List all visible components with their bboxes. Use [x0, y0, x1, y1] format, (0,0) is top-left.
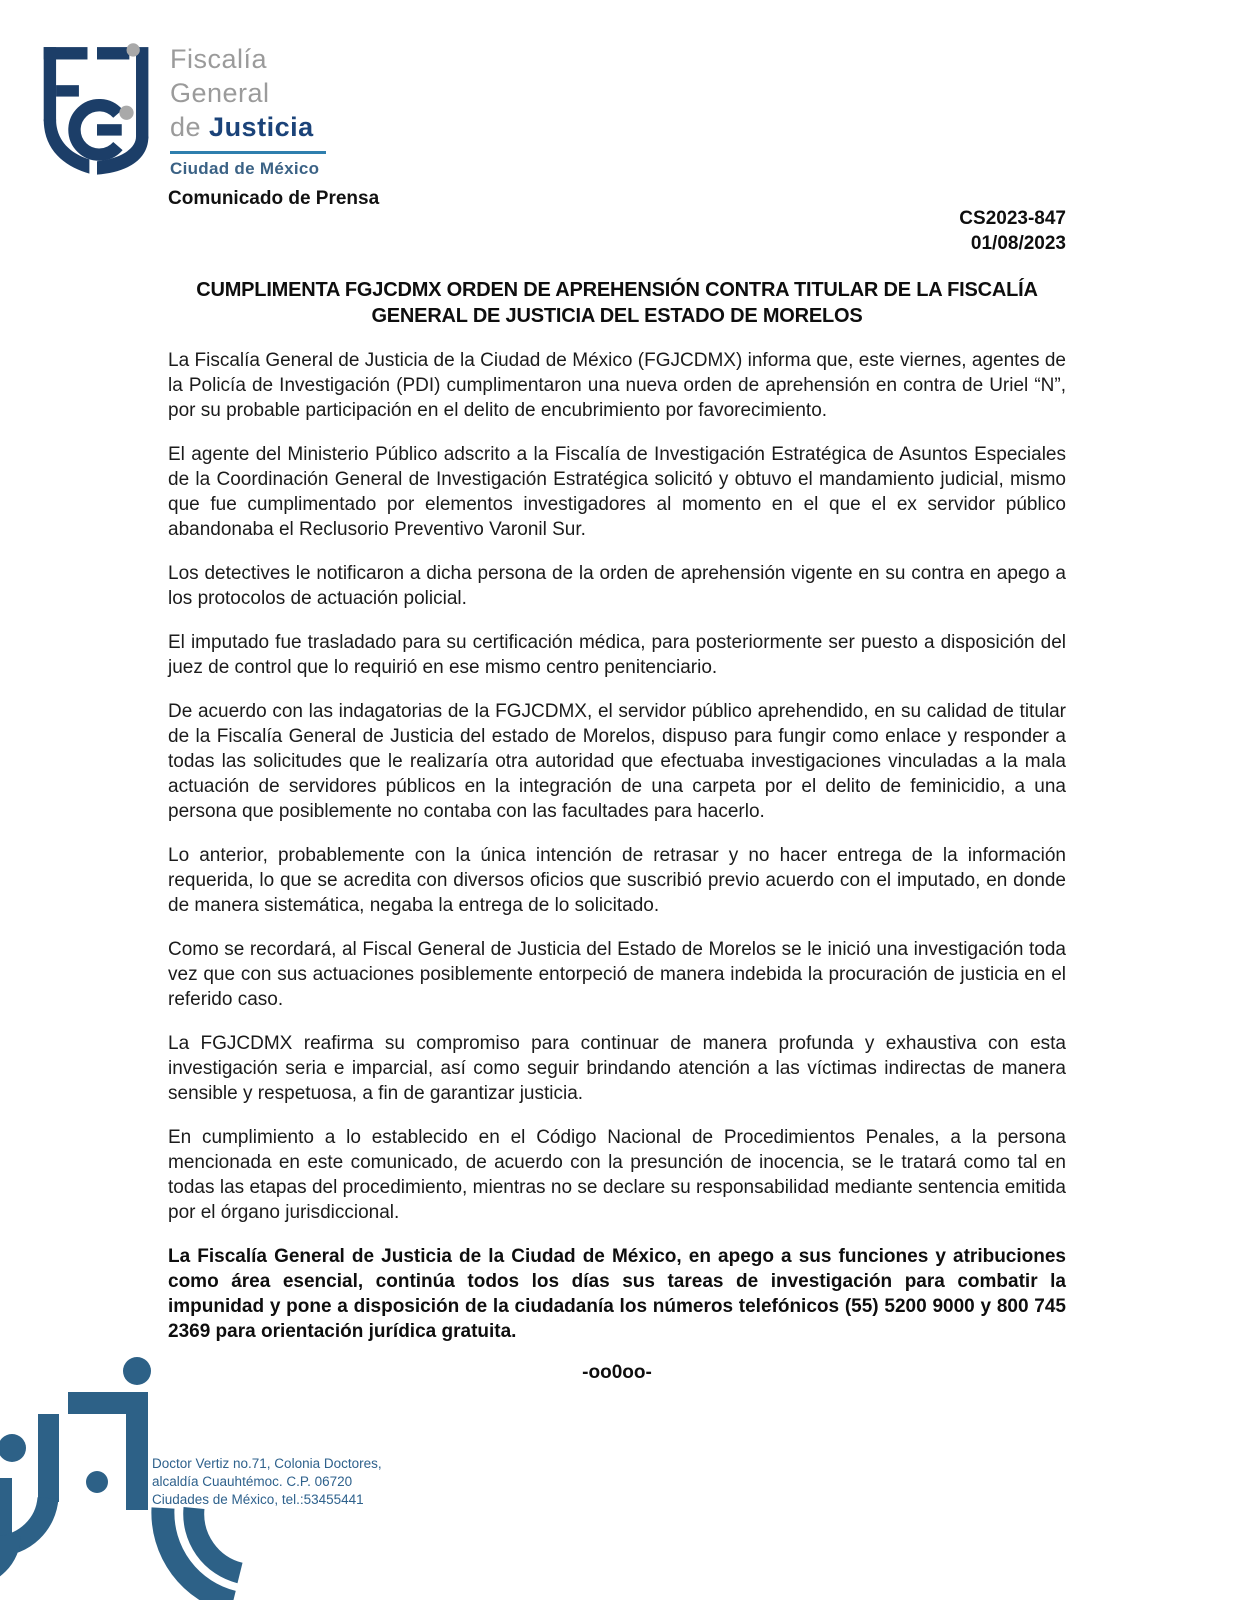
body-paragraph: Los detectives le notificaron a dicha persona de la orden de aprehensión vigente en su contra en apego a los protocolos de actuación policial. — [168, 563, 1066, 609]
fgj-shield-logo-icon — [38, 34, 156, 187]
body-paragraph: La Fiscalía General de Justicia de la Ciudad de México (FGJCDMX) informa que, este viernes, agentes de la Policía de Investigación (PDI) cumplimentaron una nueva orden de aprehensión en contra de Uriel “N”, por su probable participación en el delito de encubrimiento por favorecimiento. — [168, 350, 1066, 421]
closing-paragraph: La Fiscalía General de Justicia de la Ciudad de México, en apego a sus funciones y atribuciones como área esencial, continúa todos los días sus tareas de investigación para combatir la impunidad y pone a disposición de la ciudadanía los números telefónicos (55) 5200 9000 y 800 745 2369 para orientación jurídica gratuita. — [168, 1246, 1066, 1342]
body-paragraph: La FGJCDMX reafirma su compromiso para continuar de manera profunda y exhaustiva con esta investigación seria e imparcial, así como seguir brindando atención a las víctimas indirectas de manera sensible y respetuosa, a fin de garantizar justicia. — [168, 1033, 1066, 1104]
wordmark-divider — [170, 151, 326, 154]
body-paragraph: En cumplimiento a lo establecido en el Código Nacional de Procedimientos Penales, a la persona mencionada en este comunicado, de acuerdo con la presunción de inocencia, se le tratará como tal en todas las etapas del procedimiento, mientras no se declare su responsabilidad mediante sentencia emitida por el órgano jurisdiccional. — [168, 1127, 1066, 1223]
wordmark-line: de Justicia — [170, 112, 314, 142]
fgj-wordmark — [170, 42, 326, 179]
document-type-label: Comunicado de Prensa — [168, 188, 380, 209]
body-paragraph: Lo anterior, probablemente con la única intención de retrasar y no hacer entrega de la información requerida, lo que se acredita con diversos oficios que suscribió previo acuerdo con el imputado, en donde de manera sistemática, negaba la entrega de lo solicitado. — [168, 845, 1066, 916]
document-date: 01/08/2023 — [970, 233, 1066, 254]
reference-block — [168, 206, 1066, 256]
address-line: Ciudades de México, tel.:53455441 — [152, 1492, 364, 1507]
document-body — [168, 206, 1066, 1384]
wordmark-line: General — [170, 78, 270, 108]
wordmark-subtitle: Ciudad de México — [170, 159, 320, 178]
end-separator: -oo0oo- — [582, 1362, 652, 1383]
address-line: Doctor Vertiz no.71, Colonia Doctores, — [152, 1456, 382, 1471]
body-paragraph: El imputado fue trasladado para su certificación médica, para posteriormente ser puesto a disposición del juez de control que lo requirió en ese mismo centro penitenciario. — [168, 632, 1066, 678]
wordmark-line: Fiscalía — [170, 44, 268, 74]
body-paragraph: Como se recordará, al Fiscal General de Justicia del Estado de Morelos se le inició una investigación toda vez que con sus actuaciones posiblemente entorpeció de manera indebida la procuración de justicia en el referido caso. — [168, 939, 1066, 1010]
body-paragraph: El agente del Ministerio Público adscrito a la Fiscalía de Investigación Estratégica de Asuntos Especiales de la Coordinación General de Investigación Estratégica solicitó y obtuvo el mandamiento judicial, mismo que fue cumplimentado por elementos investigadores al momento en el que el ex servidor público abandonaba el Reclusorio Preventivo Varonil Sur. — [168, 444, 1066, 540]
footer-address — [152, 1455, 382, 1509]
press-release-title: CUMPLIMENTA FGJCDMX ORDEN DE APREHENSIÓN CONTRA TITULAR DE LA FISCALÍA GENERAL DE JUSTICIA DEL ESTADO DE MORELOS — [196, 279, 1038, 327]
body-paragraph: De acuerdo con las indagatorias de la FGJCDMX, el servidor público aprehendido, en su calidad de titular de la Fiscalía General de Justicia del estado de Morelos, dispuso para fungir como enlace y responder a todas las solicitudes que le realizaría otra autoridad que efectuaba investigaciones vinculadas a la mala actuación de servidores públicos en la integración de una carpeta por el delito de feminicidio, a una persona que posiblemente no contaba con las facultades para hacerlo. — [168, 701, 1066, 822]
reference-code: CS2023-847 — [959, 208, 1066, 229]
address-line: alcaldía Cuauhtémoc. C.P. 06720 — [152, 1474, 353, 1489]
